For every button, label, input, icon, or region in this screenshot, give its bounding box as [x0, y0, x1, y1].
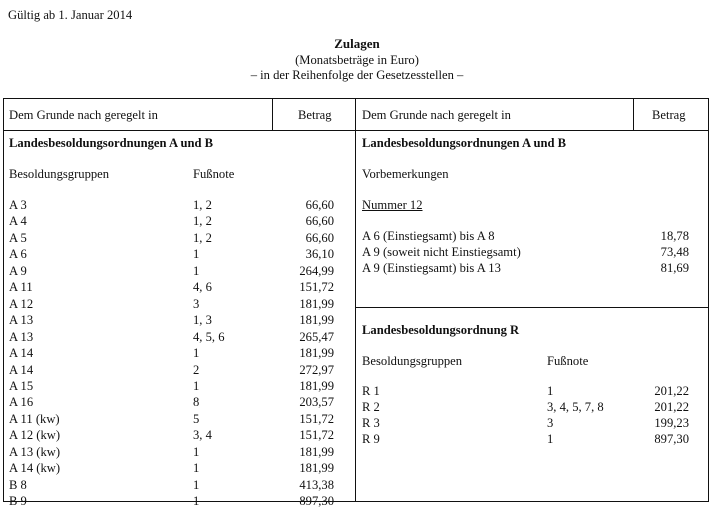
center-divider	[355, 98, 356, 502]
amount-cell: 264,99	[299, 263, 334, 278]
footnote-cell: 1	[547, 384, 554, 398]
group-cell: A 5	[9, 230, 27, 245]
group-cell: A 6	[9, 247, 27, 262]
amount-cell: 18,78	[660, 229, 689, 243]
right-col-footnote: Fußnote	[547, 354, 589, 368]
group-cell: A 14 (kw)	[9, 461, 61, 476]
right-section2-title: Landesbesoldungsordnung R	[362, 323, 520, 337]
left-col-group: Besoldungsgruppen	[9, 167, 110, 181]
group-cell: A 15	[9, 378, 34, 393]
section-divider	[355, 307, 709, 308]
validity-date: Gültig ab 1. Januar 2014	[8, 8, 133, 22]
footnote-cell: 1	[193, 346, 200, 360]
footnote-cell: 1, 2	[193, 198, 212, 212]
group-cell: A 13	[9, 329, 34, 344]
footnote-cell: 4, 6	[193, 280, 212, 295]
amount-cell: 151,72	[299, 428, 334, 443]
group-cell: B 9	[9, 494, 27, 508]
nummer-label: Nummer 12	[362, 198, 423, 212]
footnote-cell: 1	[193, 263, 200, 278]
right-column-header: Dem Grunde nach geregelt in	[362, 108, 511, 122]
amount-cell: 66,60	[305, 230, 334, 245]
group-cell: A 11 (kw)	[9, 411, 60, 426]
footnote-cell: 1	[193, 494, 200, 508]
left-column-header: Dem Grunde nach geregelt in	[9, 108, 158, 122]
amount-cell: 181,99	[299, 296, 334, 311]
footnote-cell: 1	[193, 444, 200, 459]
group-cell: A 9	[9, 263, 27, 278]
footnote-cell: 1	[193, 378, 200, 393]
amount-cell: 181,99	[299, 444, 334, 459]
amount-cell: 36,10	[305, 247, 334, 262]
amount-cell: 897,30	[299, 494, 334, 508]
left-amount-header: Betrag	[298, 108, 332, 122]
amount-cell: 199,23	[654, 416, 689, 430]
footnote-cell: 5	[193, 411, 200, 426]
footnote-cell: 3, 4	[193, 428, 212, 443]
group-cell: B 8	[9, 477, 27, 492]
group-cell: A 11	[9, 280, 33, 295]
footnote-cell: 1, 3	[193, 313, 212, 328]
footnote-cell: 4, 5, 6	[193, 329, 225, 344]
footnote-cell: 1	[547, 432, 554, 446]
amount-cell: 181,99	[299, 313, 334, 328]
amount-cell: 897,30	[654, 432, 689, 446]
group-cell: A 13	[9, 313, 34, 328]
prelim-label: Vorbemerkungen	[362, 167, 449, 181]
amount-cell: 201,22	[654, 400, 689, 414]
amount-cell: 73,48	[660, 245, 689, 259]
footnote-cell: 1, 2	[193, 230, 212, 245]
footnote-cell: 2	[193, 362, 200, 377]
group-cell: R 2	[362, 400, 380, 414]
amount-cell: 203,57	[299, 395, 334, 410]
amount-cell: 272,97	[299, 362, 334, 377]
divider	[272, 98, 273, 130]
amount-cell: 66,60	[305, 214, 334, 229]
left-section-title: Landesbesoldungsordnungen A und B	[9, 136, 214, 150]
group-cell: R 1	[362, 384, 380, 398]
group-cell: A 13 (kw)	[9, 444, 61, 459]
header-divider	[3, 130, 709, 131]
amount-cell: 413,38	[299, 477, 334, 492]
item-label: A 9 (soweit nicht Einstiegsamt)	[362, 245, 521, 259]
amount-cell: 265,47	[299, 329, 334, 344]
footnote-cell: 8	[193, 395, 200, 410]
right-section1-title: Landesbesoldungsordnungen A und B	[362, 136, 567, 150]
group-cell: R 9	[362, 432, 380, 446]
group-cell: A 16	[9, 395, 34, 410]
amount-cell: 181,99	[299, 378, 334, 393]
item-label: A 9 (Einstiegsamt) bis A 13	[362, 261, 501, 275]
page-subtitle-order: – in der Reihenfolge der Gesetzesstellen –	[250, 68, 464, 82]
amount-cell: 151,72	[299, 411, 334, 426]
footnote-cell: 1	[193, 477, 200, 492]
page-subtitle: (Monatsbeträge in Euro)	[295, 53, 419, 67]
group-cell: A 4	[9, 214, 27, 229]
right-amount-header: Betrag	[652, 108, 686, 122]
page-title: Zulagen	[334, 36, 380, 51]
group-cell: A 12	[9, 296, 34, 311]
footnote-cell: 1, 2	[193, 214, 212, 229]
footnote-cell: 1	[193, 461, 200, 476]
item-label: A 6 (Einstiegsamt) bis A 8	[362, 229, 495, 243]
footnote-cell: 3	[547, 416, 554, 430]
group-cell: A 14	[9, 346, 34, 360]
amount-cell: 81,69	[660, 261, 689, 275]
right-col-group: Besoldungsgruppen	[362, 354, 463, 368]
amount-cell: 181,99	[299, 346, 334, 360]
amount-cell: 201,22	[654, 384, 689, 398]
footnote-cell: 3	[193, 296, 200, 311]
amount-cell: 66,60	[305, 198, 334, 212]
amount-cell: 151,72	[299, 280, 334, 295]
footnote-cell: 1	[193, 247, 200, 262]
allowances-table	[3, 98, 709, 502]
footnote-cell: 3, 4, 5, 7, 8	[547, 400, 604, 414]
group-cell: A 3	[9, 198, 27, 212]
group-cell: A 12 (kw)	[9, 428, 61, 443]
group-cell: R 3	[362, 416, 380, 430]
divider	[633, 98, 634, 130]
group-cell: A 14	[9, 362, 34, 377]
left-col-footnote: Fußnote	[193, 167, 235, 181]
amount-cell: 181,99	[299, 461, 334, 476]
